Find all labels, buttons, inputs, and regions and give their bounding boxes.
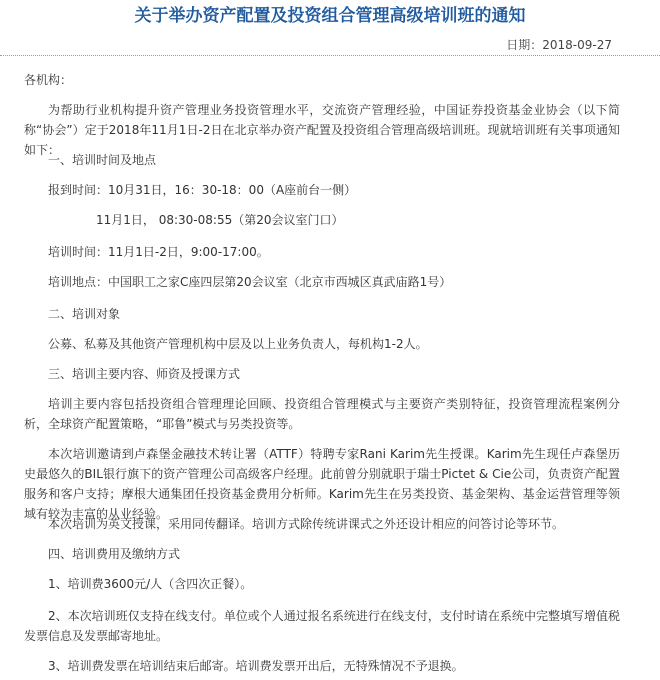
intro-paragraph: 为帮助行业机构提升资产管理业务投资管理水平，交流资产管理经验，中国证券投资基金业协会（以下简称“协会”）定于2018年11月1日-2日在北京举办资产配置及投资组合管理高级培训班。现就培训班有关事项通知如下： bbox=[24, 103, 620, 157]
section-3-lecturer: 本次培训邀请到卢森堡金融技术转让署（ATTF）特聘专家Rani Karim先生授课。Karim先生现任卢森堡历史最悠久的BIL银行旗下的资产管理公司高级客户经理。此前曾分别就职于瑞士Pictet & Cie公司，负责资产配置服务和客户支持；摩根大通集团任投资基金费用分析师。Karim先生在另类投资、基金架构、基金运营管理等领域有较为丰富的从业经验。 bbox=[24, 447, 620, 521]
notice-title: 关于举办资产配置及投资组合管理高级培训班的通知 bbox=[134, 6, 526, 26]
training-location: 培训地点：中国职工之家C座四层第20会议室（北京市西城区真武庙路1号） bbox=[48, 275, 452, 289]
section-1-heading: 一、培训时间及地点 bbox=[48, 153, 157, 167]
publish-date: 日期：2018-09-27 bbox=[506, 38, 612, 52]
salutation: 各机构： bbox=[24, 73, 73, 87]
fee-item-1: 1、培训费3600元/人（含四次正餐）。 bbox=[48, 577, 253, 591]
section-3-content: 培训主要内容包括投资组合管理理论回顾、投资组合管理模式与主要资产类别特征，投资管理流程案例分析，全球资产配置策略，“耶鲁”模式与另类投资等。 bbox=[24, 397, 620, 431]
title-divider bbox=[0, 55, 660, 56]
fee-item-2: 2、本次培训班仅支持在线支付。单位或个人通过报名系统进行在线支付，支付时请在系统中完整填写增值税发票信息及发票邮寄地址。 bbox=[24, 609, 620, 643]
training-time: 培训时间：11月1日-2日，9:00-17:00。 bbox=[48, 245, 269, 259]
fee-item-3: 3、培训费发票在培训结束后邮寄。培训费发票开出后，无特殊情况不予退换。 bbox=[48, 659, 464, 673]
checkin-time-1: 报到时间：10月31日，16：30-18：00（A座前台一侧） bbox=[48, 183, 357, 197]
section-2-body: 公募、私募及其他资产管理机构中层及以上业务负责人，每机构1-2人。 bbox=[48, 337, 428, 351]
section-3-heading: 三、培训主要内容、师资及授课方式 bbox=[48, 367, 241, 381]
section-3-method: 本次培训为英文授课，采用同传翻译。培训方式除传统讲课式之外还设计相应的问答讨论等环节。 bbox=[48, 517, 565, 531]
section-2-heading: 二、培训对象 bbox=[48, 307, 121, 321]
section-4-heading: 四、培训费用及缴纳方式 bbox=[48, 547, 181, 561]
checkin-time-2: 11月1日， 08:30-08:55（第20会议室门口） bbox=[96, 213, 344, 227]
